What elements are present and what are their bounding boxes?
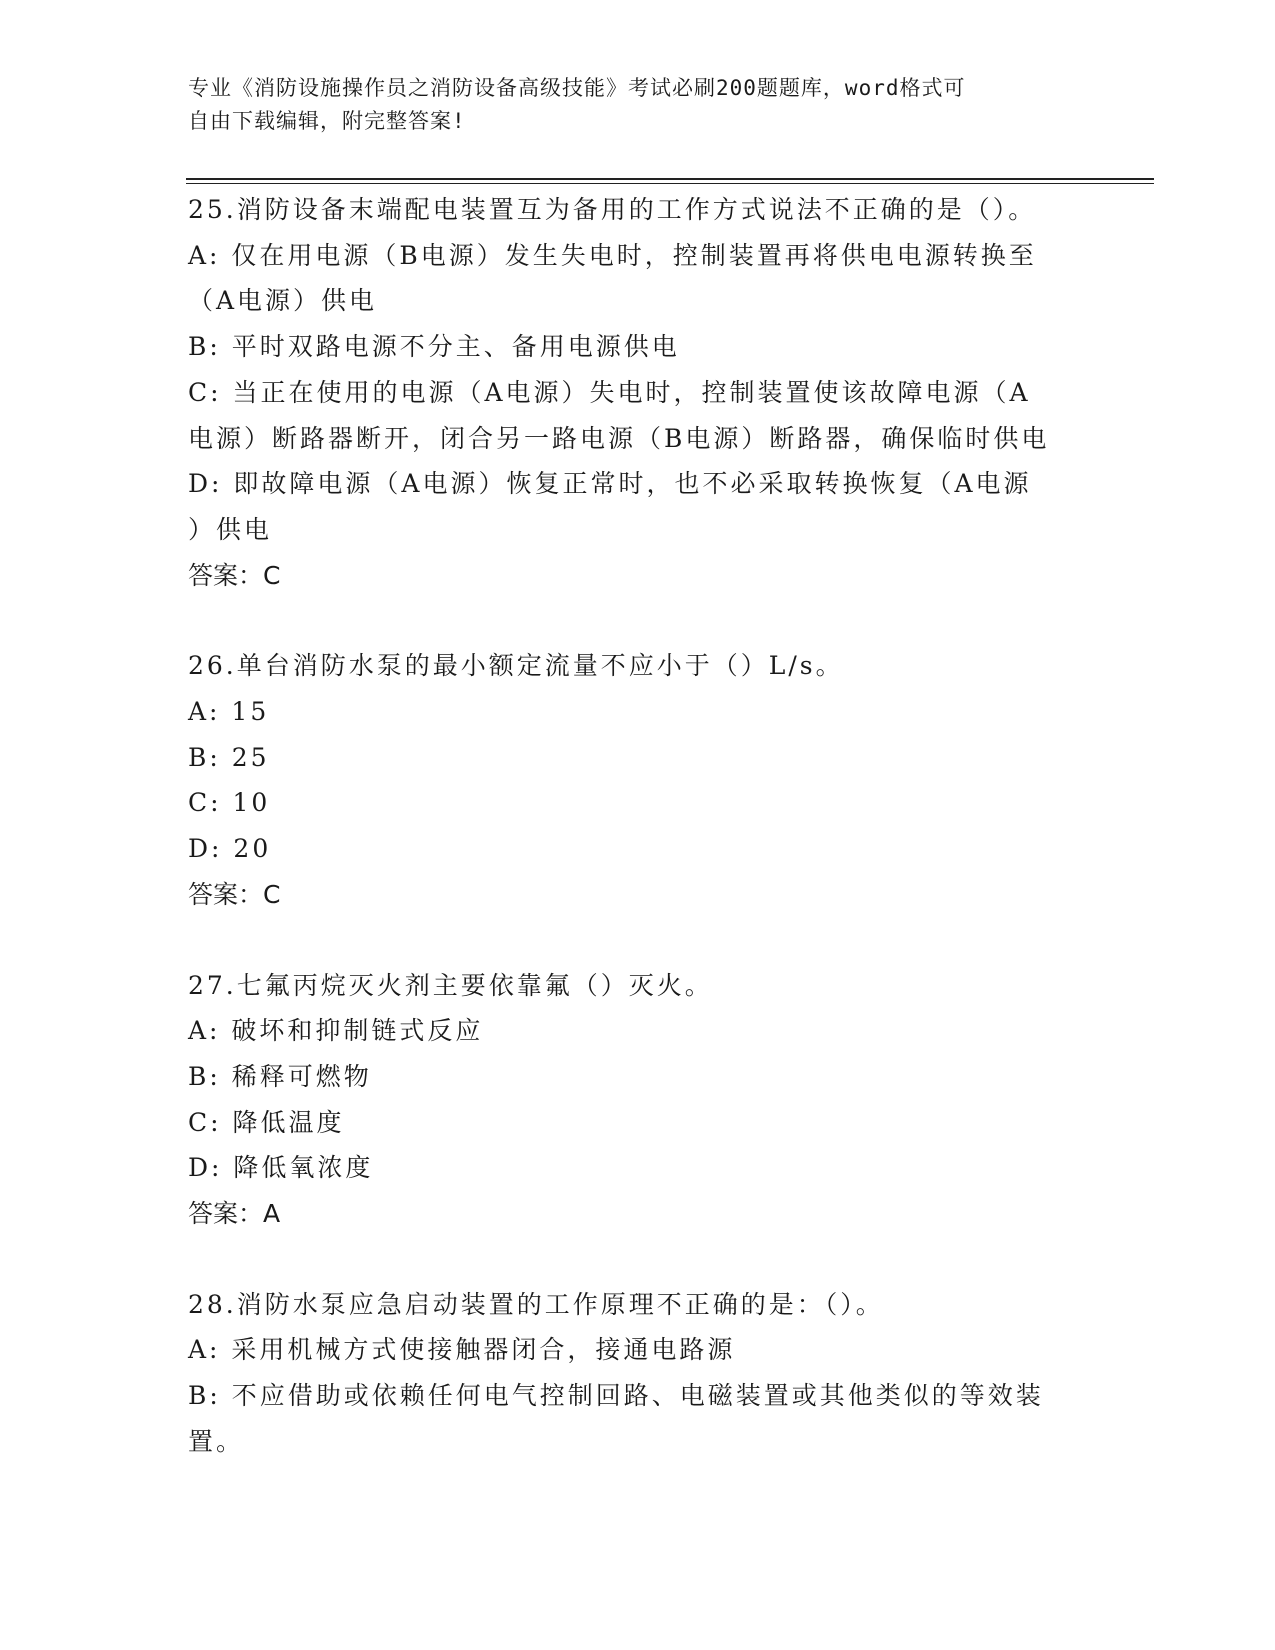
answer: 答案：C [188, 560, 281, 590]
option-b: B: 不应借助或依赖任何电气控制回路、电磁装置或其他类似的等效装 [188, 1381, 1044, 1411]
option-a: A: 15 [188, 697, 270, 727]
question-stem: 25.消防设备末端配电装置互为备用的工作方式说法不正确的是（）。 [188, 195, 1037, 224]
header-line: 自由下载编辑，附完整答案! [188, 109, 466, 133]
question-27 [188, 963, 1088, 1237]
question-stem: 28.消防水泵应急启动装置的工作原理不正确的是：（）。 [188, 1289, 884, 1319]
page-header [188, 72, 1088, 138]
answer: 答案：C [188, 879, 281, 909]
header-line: 专业《消防设施操作员之消防设备高级技能》考试必刷200题题库，word格式可 [188, 76, 966, 100]
option-d-continued: ）供电 [188, 514, 273, 544]
option-c-continued: 电源）断路器断开，闭合另一路电源（B电源）断路器，确保临时供电 [188, 423, 1050, 453]
option-b-continued: 置。 [188, 1426, 245, 1456]
option-d: D: 降低氧浓度 [188, 1153, 374, 1183]
option-c: C: 当正在使用的电源（A电源）失电时，控制装置使该故障电源（A [188, 377, 1031, 407]
option-a-continued: （A电源）供电 [188, 286, 378, 316]
header-divider-thin [186, 183, 1154, 184]
option-b: B: 25 [188, 742, 270, 772]
option-b: B: 平时双路电源不分主、备用电源供电 [188, 332, 680, 362]
option-a: A: 采用机械方式使接触器闭合，接通电路源 [188, 1335, 736, 1365]
question-28 [188, 1282, 1088, 1465]
question-stem: 26.单台消防水泵的最小额定流量不应小于（）L/s。 [188, 651, 844, 681]
option-d: D: 即故障电源（A电源）恢复正常时，也不必采取转换恢复（A电源 [188, 469, 1032, 499]
question-25 [188, 187, 1088, 598]
option-b: B: 稀释可燃物 [188, 1061, 372, 1091]
option-a: A: 仅在用电源（B电源）发生失电时，控制装置再将供电电源转换至 [188, 240, 1037, 270]
question-list [188, 187, 1088, 1510]
header-divider [186, 178, 1154, 180]
option-c: C: 10 [188, 788, 271, 818]
option-c: C: 降低温度 [188, 1107, 345, 1137]
question-stem: 27.七氟丙烷灭火剂主要依靠氟（）灭火。 [188, 970, 713, 1000]
answer: 答案：A [188, 1199, 281, 1229]
question-26 [188, 643, 1088, 917]
option-d: D: 20 [188, 834, 272, 864]
option-a: A: 破坏和抑制链式反应 [188, 1016, 484, 1046]
